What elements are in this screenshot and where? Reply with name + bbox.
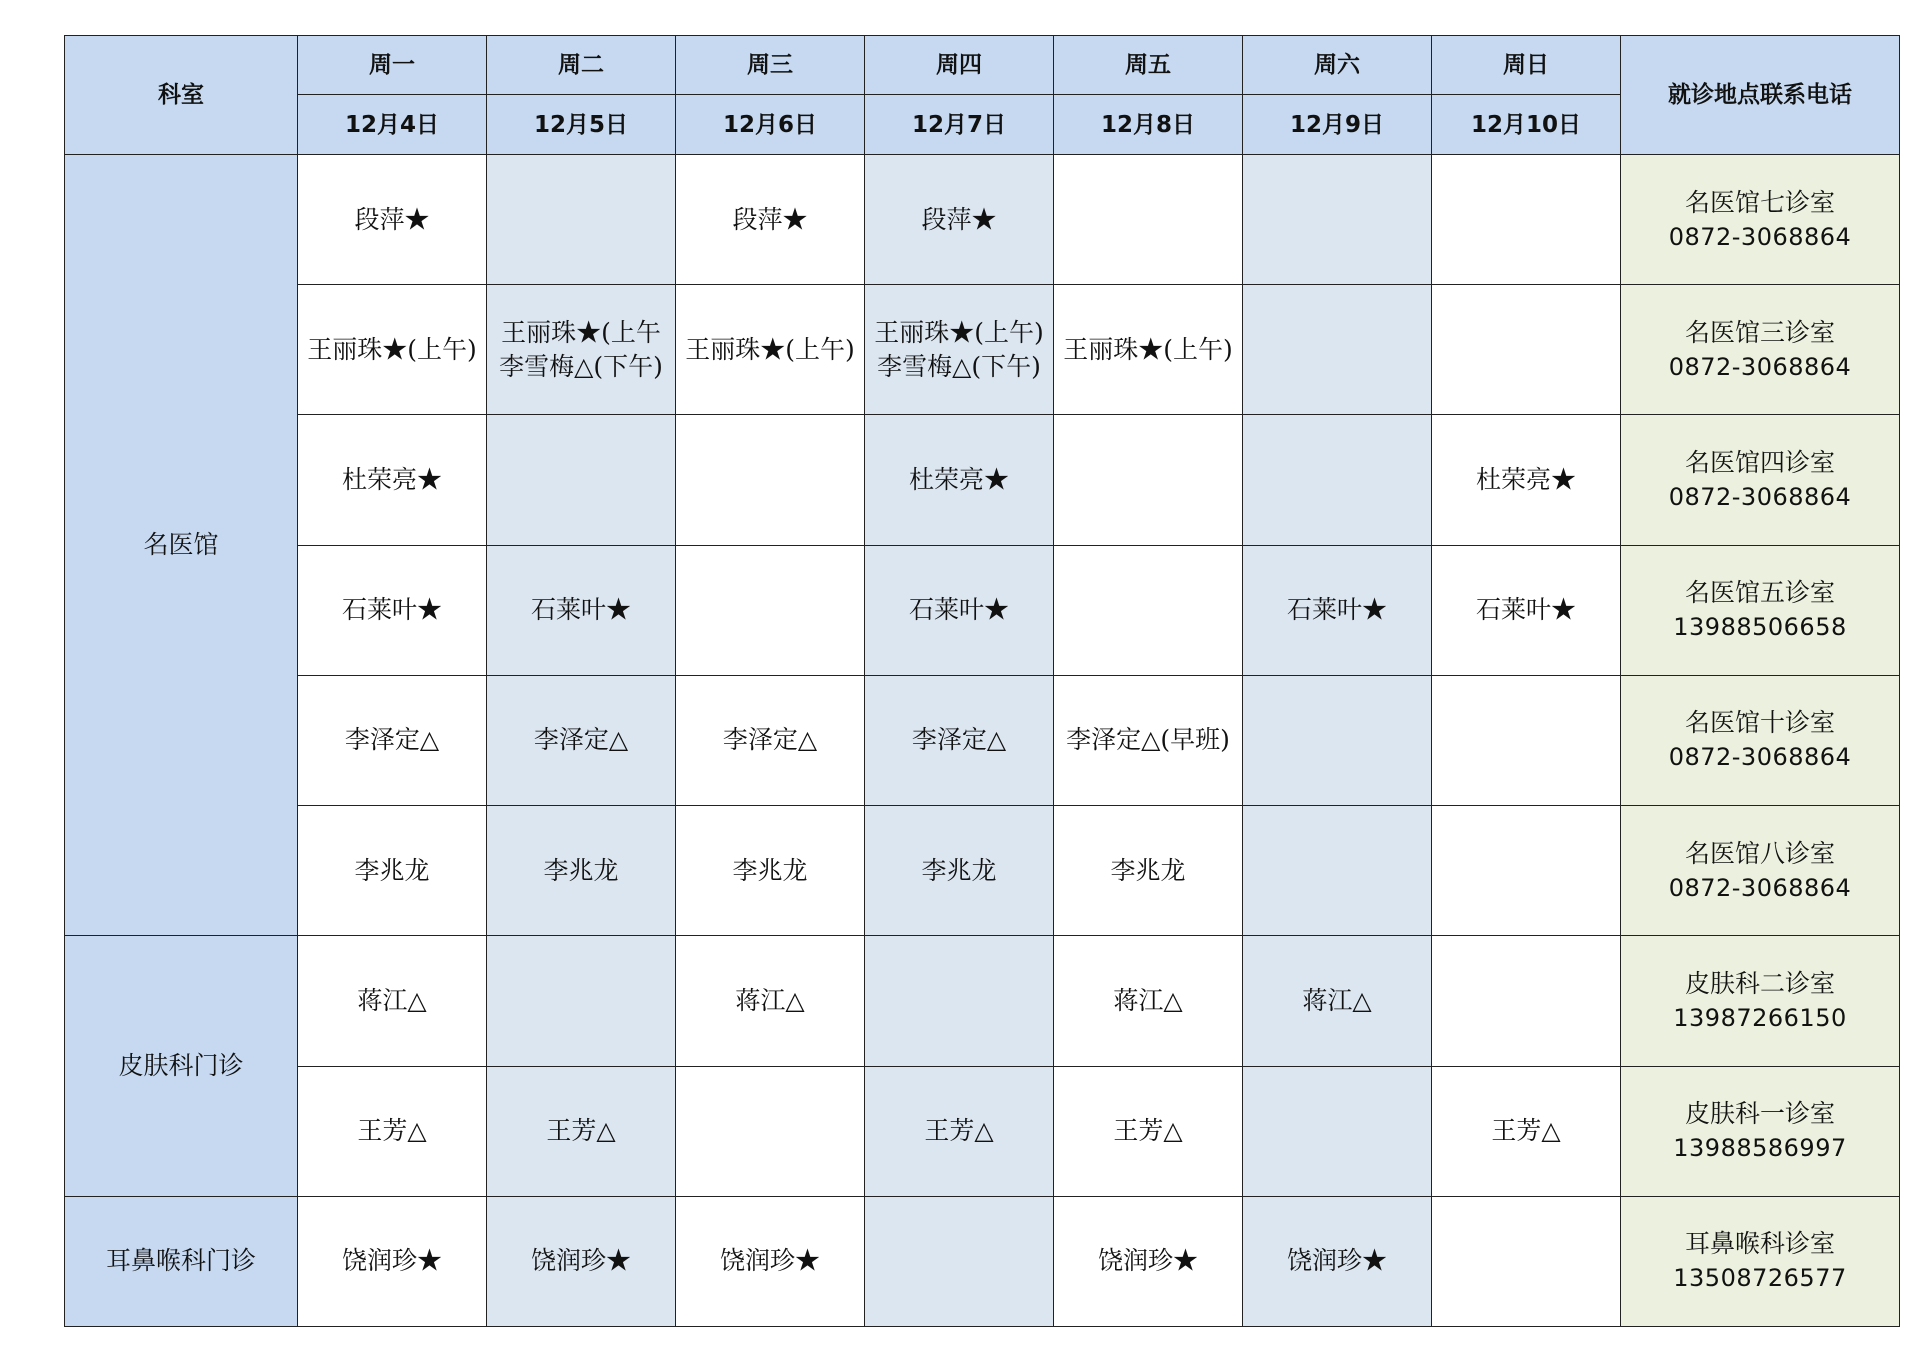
doctor-cell	[865, 806, 1054, 936]
phone-number: 13508726577	[1673, 1264, 1847, 1293]
doctor-name: 石莱叶★	[1286, 595, 1387, 625]
date-header: 12月7日	[865, 95, 1054, 155]
doctor-cell	[487, 545, 676, 675]
doctor-name: 李兆龙	[921, 855, 997, 885]
doctor-name: 石莱叶★	[530, 595, 631, 625]
doctor-name: 王芳△	[357, 1116, 427, 1146]
doctor-cell	[1432, 1066, 1621, 1196]
doctor-cell	[865, 415, 1054, 545]
doctor-cell	[865, 936, 1054, 1066]
doctor-cell	[1054, 675, 1243, 805]
phone-number: 13988506658	[1673, 613, 1847, 642]
location-cell	[1621, 415, 1900, 545]
doctor-cell	[1432, 936, 1621, 1066]
doctor-cell	[1432, 285, 1621, 415]
location-cell	[1621, 1196, 1900, 1326]
phone-number: 13988586997	[1673, 1134, 1847, 1163]
schedule-body	[65, 155, 1900, 1327]
doctor-name: 王芳△	[1113, 1116, 1183, 1146]
room-name: 名医馆七诊室	[1684, 187, 1835, 217]
doctor-cell	[676, 806, 865, 936]
schedule-row	[65, 415, 1900, 545]
doctor-cell	[298, 675, 487, 805]
date-header: 12月4日	[298, 95, 487, 155]
doctor-cell	[298, 936, 487, 1066]
doctor-cell	[298, 1066, 487, 1196]
date-header: 12月6日	[676, 95, 865, 155]
phone-number: 0872-3068864	[1668, 743, 1852, 772]
location-cell	[1621, 545, 1900, 675]
room-name: 名医馆八诊室	[1684, 838, 1835, 868]
doctor-name: 李泽定△(早班)	[1066, 725, 1230, 755]
department-cell: 耳鼻喉科门诊	[65, 1196, 298, 1326]
doctor-name: 李兆龙	[543, 855, 619, 885]
schedule-row	[65, 285, 1900, 415]
doctor-cell	[1054, 545, 1243, 675]
room-name: 名医馆四诊室	[1684, 448, 1835, 478]
doctor-cell	[1243, 806, 1432, 936]
doctor-cell	[298, 545, 487, 675]
weekday-header: 周日	[1432, 36, 1621, 95]
doctor-name: 饶润珍★	[719, 1246, 820, 1276]
doctor-name: 饶润珍★	[530, 1246, 631, 1276]
doctor-cell	[865, 285, 1054, 415]
room-name: 皮肤科二诊室	[1684, 968, 1835, 998]
schedule-row	[65, 675, 1900, 805]
location-cell	[1621, 1066, 1900, 1196]
schedule-row	[65, 806, 1900, 936]
doctor-cell	[1243, 675, 1432, 805]
location-cell	[1621, 936, 1900, 1066]
doctor-name: 王丽珠★(上午)	[1063, 334, 1233, 364]
schedule-row	[65, 936, 1900, 1066]
doctor-name: 蒋江△	[735, 985, 805, 1015]
doctor-cell	[1243, 415, 1432, 545]
doctor-name: 饶润珍★	[1286, 1246, 1387, 1276]
doctor-cell	[1243, 155, 1432, 285]
doctor-name: 李雪梅△(下午)	[877, 351, 1041, 381]
room-name: 名医馆三诊室	[1684, 317, 1835, 347]
phone-number: 0872-3068864	[1668, 222, 1852, 251]
weekday-header: 周二	[487, 36, 676, 95]
doctor-cell	[487, 806, 676, 936]
doctor-cell	[487, 675, 676, 805]
doctor-cell	[487, 1196, 676, 1326]
doctor-cell	[865, 675, 1054, 805]
room-name: 名医馆十诊室	[1684, 708, 1835, 738]
doctor-name: 王丽珠★(上午)	[874, 317, 1044, 347]
doctor-cell	[1243, 1196, 1432, 1326]
doctor-name: 王芳△	[1491, 1116, 1561, 1146]
schedule-row	[65, 1066, 1900, 1196]
doctor-name: 杜荣亮★	[908, 465, 1009, 495]
doctor-name: 李泽定△	[344, 725, 440, 755]
doctor-name: 段萍★	[921, 204, 997, 234]
doctor-cell	[1432, 155, 1621, 285]
date-header: 12月10日	[1432, 95, 1621, 155]
doctor-name: 王丽珠★(上午	[501, 317, 661, 347]
doctor-name: 石莱叶★	[341, 595, 442, 625]
date-header: 12月8日	[1054, 95, 1243, 155]
doctor-cell	[1432, 415, 1621, 545]
doctor-name: 杜荣亮★	[341, 465, 442, 495]
doctor-cell	[1243, 285, 1432, 415]
weekday-header: 周四	[865, 36, 1054, 95]
doctor-cell	[676, 1196, 865, 1326]
doctor-name: 李兆龙	[1110, 855, 1186, 885]
phone-number: 0872-3068864	[1668, 873, 1852, 902]
location-cell	[1621, 675, 1900, 805]
doctor-cell	[487, 155, 676, 285]
doctor-name: 蒋江△	[1113, 985, 1183, 1015]
doctor-name: 石莱叶★	[908, 595, 1009, 625]
doctor-cell	[1432, 675, 1621, 805]
schedule-row	[65, 1196, 1900, 1326]
doctor-name: 王芳△	[546, 1116, 616, 1146]
doctor-cell	[1054, 155, 1243, 285]
doctor-name: 蒋江△	[357, 985, 427, 1015]
doctor-name: 李雪梅△(下午)	[499, 351, 663, 381]
phone-number: 13987266150	[1673, 1003, 1847, 1032]
doctor-cell	[676, 675, 865, 805]
doctor-cell	[298, 285, 487, 415]
doctor-cell	[1054, 415, 1243, 545]
doctor-cell	[676, 1066, 865, 1196]
doctor-cell	[487, 1066, 676, 1196]
doctor-cell	[676, 936, 865, 1066]
doctor-name: 杜荣亮★	[1475, 465, 1576, 495]
doctor-cell	[865, 155, 1054, 285]
doctor-name: 李兆龙	[354, 855, 430, 885]
dept-column-header: 科室	[65, 36, 298, 155]
weekday-header: 周一	[298, 36, 487, 95]
room-name: 皮肤科一诊室	[1684, 1099, 1835, 1129]
doctor-cell	[1432, 806, 1621, 936]
schedule-row	[65, 545, 1900, 675]
doctor-name: 李兆龙	[732, 855, 808, 885]
doctor-cell	[1243, 545, 1432, 675]
weekday-header: 周六	[1243, 36, 1432, 95]
doctor-name: 段萍★	[354, 204, 430, 234]
department-cell: 名医馆	[65, 155, 298, 936]
doctor-cell	[298, 806, 487, 936]
doctor-cell	[1054, 806, 1243, 936]
doctor-cell	[676, 545, 865, 675]
doctor-name: 李泽定△	[533, 725, 629, 755]
doctor-cell	[1243, 1066, 1432, 1196]
doctor-cell	[676, 155, 865, 285]
doctor-cell	[865, 1066, 1054, 1196]
doctor-cell	[487, 936, 676, 1066]
schedule-table	[64, 35, 1900, 1327]
doctor-cell	[1432, 1196, 1621, 1326]
doctor-cell	[487, 285, 676, 415]
doctor-name: 王丽珠★(上午)	[307, 334, 477, 364]
doctor-name: 李泽定△	[911, 725, 1007, 755]
doctor-name: 饶润珍★	[341, 1246, 442, 1276]
doctor-cell	[298, 155, 487, 285]
location-cell	[1621, 155, 1900, 285]
doctor-name: 段萍★	[732, 204, 808, 234]
doctor-name: 王丽珠★(上午)	[685, 334, 855, 364]
doctor-cell	[865, 1196, 1054, 1326]
doctor-cell	[1054, 936, 1243, 1066]
phone-number: 0872-3068864	[1668, 483, 1852, 512]
doctor-cell	[676, 285, 865, 415]
weekday-header: 周三	[676, 36, 865, 95]
phone-number: 0872-3068864	[1668, 352, 1852, 381]
doctor-cell	[1054, 1196, 1243, 1326]
doctor-cell	[1432, 545, 1621, 675]
doctor-name: 李泽定△	[722, 725, 818, 755]
weekday-header: 周五	[1054, 36, 1243, 95]
doctor-name: 蒋江△	[1302, 985, 1372, 1015]
header-row-weekdays	[65, 36, 1900, 95]
doctor-cell	[1054, 1066, 1243, 1196]
doctor-name: 饶润珍★	[1097, 1246, 1198, 1276]
department-cell: 皮肤科门诊	[65, 936, 298, 1196]
location-cell	[1621, 806, 1900, 936]
doctor-name: 王芳△	[924, 1116, 994, 1146]
schedule-row	[65, 155, 1900, 285]
doctor-cell	[865, 545, 1054, 675]
doctor-cell	[1054, 285, 1243, 415]
date-header: 12月5日	[487, 95, 676, 155]
date-header: 12月9日	[1243, 95, 1432, 155]
doctor-cell	[298, 1196, 487, 1326]
room-name: 名医馆五诊室	[1684, 578, 1835, 608]
doctor-cell	[298, 415, 487, 545]
location-column-header: 就诊地点联系电话	[1621, 36, 1900, 155]
doctor-name: 石莱叶★	[1475, 595, 1576, 625]
location-cell	[1621, 285, 1900, 415]
doctor-cell	[1243, 936, 1432, 1066]
room-name: 耳鼻喉科诊室	[1684, 1229, 1835, 1259]
doctor-cell	[676, 415, 865, 545]
doctor-cell	[487, 415, 676, 545]
